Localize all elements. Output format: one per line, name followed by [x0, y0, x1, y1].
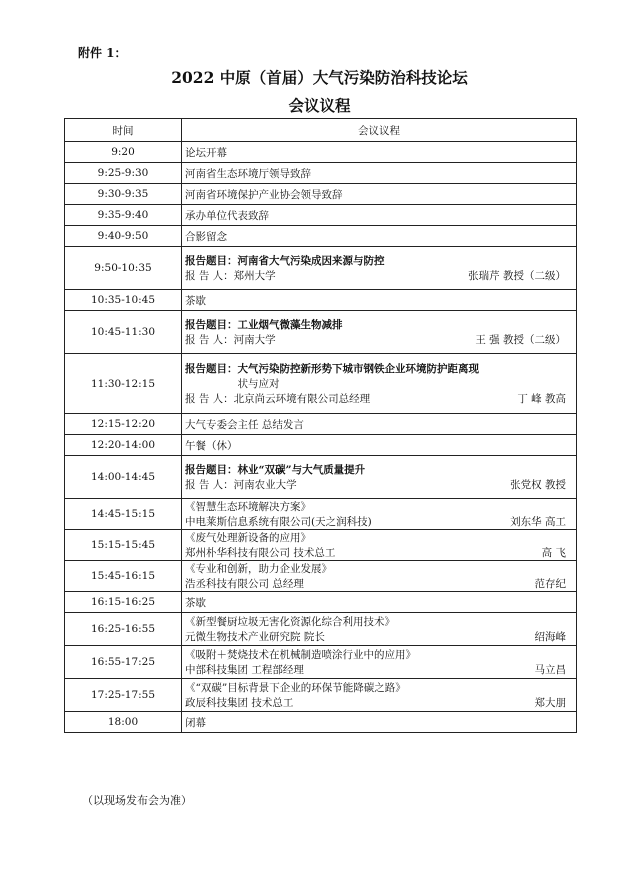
table-row [65, 435, 577, 456]
speaker-name: 王 强 教授（二级） [475, 334, 566, 346]
speaker-name [566, 229, 572, 244]
agenda-cell [182, 247, 577, 290]
agenda-line [185, 662, 572, 677]
agenda-line-text: 政辰科技集团 技术总工 [185, 697, 294, 709]
table-row [65, 247, 577, 290]
table-row [65, 290, 577, 311]
agenda-line [185, 629, 572, 644]
table-row [65, 142, 577, 163]
speaker-name: 张瑞芹 教授（二级） [468, 270, 566, 282]
table-row [65, 456, 577, 499]
agenda-line [185, 695, 572, 710]
agenda-cell [182, 163, 577, 184]
time-cell: 14:45-15:15 [65, 499, 182, 530]
speaker-name [566, 145, 572, 160]
speaker-name: 高 飞 [541, 547, 566, 559]
speaker-name [566, 438, 572, 453]
speaker-name [566, 647, 572, 662]
time-cell: 15:45-16:15 [65, 561, 182, 592]
speaker-name [566, 317, 572, 332]
table-header-row [65, 119, 577, 142]
agenda-line-text: 中电莱斯信息系统有限公司(天之润科技) [185, 516, 372, 528]
time-cell: 10:45-11:30 [65, 311, 182, 354]
time-cell: 15:15-15:45 [65, 530, 182, 561]
agenda-cell [182, 592, 577, 613]
agenda-line [185, 576, 572, 591]
agenda-cell [182, 456, 577, 499]
speaker-name [566, 499, 572, 514]
agenda-line [185, 391, 572, 406]
agenda-line-text: 茶歇 [185, 596, 206, 609]
agenda-line [185, 229, 572, 244]
agenda-line-text: 大气专委会主任 总结发言 [185, 418, 304, 431]
time-cell: 9:25-9:30 [65, 163, 182, 184]
agenda-cell [182, 226, 577, 247]
speaker-name [566, 361, 572, 376]
agenda-line-text: 郑州朴华科技有限公司 技术总工 [185, 547, 336, 559]
speaker-name [566, 187, 572, 202]
agenda-line [185, 268, 572, 283]
agenda-line-text: 论坛开幕 [185, 146, 227, 159]
time-cell: 17:25-17:55 [65, 679, 182, 712]
time-cell: 18:00 [65, 712, 182, 733]
table-row [65, 163, 577, 184]
header-agenda: 会议议程 [182, 119, 577, 142]
agenda-line-text: 合影留念 [185, 230, 227, 243]
table-row [65, 613, 577, 646]
agenda-cell [182, 290, 577, 311]
agenda-line [185, 317, 572, 332]
agenda-line-text: 《“双碳”目标背景下企业的环保节能降碳之路》 [185, 682, 406, 694]
agenda-line [185, 253, 572, 268]
agenda-cell [182, 414, 577, 435]
speaker-name [566, 462, 572, 477]
agenda-line-text: 浩丞科技有限公司 总经理 [185, 578, 304, 590]
agenda-line [185, 595, 572, 610]
speaker-name [566, 680, 572, 695]
speaker-name [566, 715, 572, 730]
agenda-line-text: 《智慧生态环境解决方案》 [185, 501, 311, 513]
table-row [65, 184, 577, 205]
agenda-line-text: 状与应对 [185, 378, 280, 390]
time-cell: 11:30-12:15 [65, 354, 182, 414]
agenda-line-text: 河南省生态环境厅领导致辞 [185, 167, 311, 180]
agenda-line [185, 293, 572, 308]
time-cell: 9:50-10:35 [65, 247, 182, 290]
agenda-line [185, 715, 572, 730]
table-row [65, 592, 577, 613]
agenda-cell [182, 205, 577, 226]
table-row [65, 354, 577, 414]
agenda-line-text: 午餐（休） [185, 439, 238, 452]
agenda-cell [182, 679, 577, 712]
speaker-name: 郑大朋 [534, 697, 566, 709]
agenda-line [185, 561, 572, 576]
time-cell: 12:15-12:20 [65, 414, 182, 435]
speaker-name [566, 417, 572, 432]
agenda-line [185, 438, 572, 453]
table-row [65, 712, 577, 733]
agenda-cell [182, 613, 577, 646]
agenda-cell [182, 184, 577, 205]
agenda-line [185, 361, 572, 376]
document-subtitle: 会议议程 [288, 96, 351, 115]
speaker-name: 绍海峰 [534, 631, 566, 643]
agenda-cell [182, 354, 577, 414]
agenda-line [185, 462, 572, 477]
table-row [65, 414, 577, 435]
time-cell: 9:40-9:50 [65, 226, 182, 247]
agenda-line-text: 报告题目：林业“双碳”与大气质量提升 [185, 464, 366, 476]
agenda-line-text: 报 告 人：河南大学 [185, 334, 276, 346]
footer-note: （以现场发布会为准） [82, 794, 192, 807]
agenda-line-text: 报告题目：大气污染防控新形势下城市钢铁企业环境防护距离现 [185, 363, 479, 375]
agenda-line [185, 477, 572, 492]
speaker-name: 丁 峰 教高 [517, 393, 566, 405]
time-cell: 16:15-16:25 [65, 592, 182, 613]
speaker-name: 范存纪 [534, 578, 566, 590]
agenda-line-text: 闭幕 [185, 716, 206, 729]
agenda-line-text: 河南省环境保护产业协会领导致辞 [185, 188, 343, 201]
agenda-line [185, 417, 572, 432]
speaker-name [566, 376, 572, 391]
agenda-line-text: 报告题目：工业烟气微藻生物减排 [185, 319, 343, 331]
speaker-name [566, 530, 572, 545]
speaker-name [566, 561, 572, 576]
agenda-line-text: 报 告 人：北京尚云环境有限公司总经理 [185, 393, 371, 405]
time-cell: 16:55-17:25 [65, 646, 182, 679]
agenda-cell [182, 311, 577, 354]
agenda-table [64, 118, 577, 733]
table-row [65, 226, 577, 247]
agenda-cell [182, 530, 577, 561]
table-row [65, 311, 577, 354]
agenda-line [185, 499, 572, 514]
speaker-name [566, 293, 572, 308]
agenda-line [185, 145, 572, 160]
agenda-line [185, 514, 572, 529]
speaker-name: 马立昌 [534, 664, 566, 676]
time-cell: 10:35-10:45 [65, 290, 182, 311]
speaker-name [566, 208, 572, 223]
agenda-line [185, 208, 572, 223]
agenda-line-text: 承办单位代表致辞 [185, 209, 269, 222]
agenda-line-text: 元微生物技术产业研究院 院长 [185, 631, 325, 643]
agenda-cell [182, 646, 577, 679]
agenda-line [185, 187, 572, 202]
agenda-line-text: 《吸附＋焚烧技术在机械制造喷涂行业中的应用》 [185, 649, 416, 661]
speaker-name: 刘东华 高工 [510, 516, 566, 528]
speaker-name [566, 614, 572, 629]
agenda-line [185, 545, 572, 560]
table-row [65, 646, 577, 679]
agenda-line [185, 166, 572, 181]
table-row [65, 679, 577, 712]
speaker-name [566, 595, 572, 610]
speaker-name [566, 166, 572, 181]
time-cell: 16:25-16:55 [65, 613, 182, 646]
agenda-line-text: 茶歇 [185, 294, 206, 307]
agenda-line [185, 332, 572, 347]
speaker-name [566, 253, 572, 268]
agenda-line-text: 中部科技集团 工程部经理 [185, 664, 304, 676]
time-cell: 12:20-14:00 [65, 435, 182, 456]
agenda-cell [182, 712, 577, 733]
speaker-name: 张党权 教授 [510, 479, 566, 491]
agenda-line [185, 614, 572, 629]
attachment-label: 附件 1： [78, 46, 127, 60]
agenda-line-text: 《废气处理新设备的应用》 [185, 532, 311, 544]
time-cell: 9:20 [65, 142, 182, 163]
table-row [65, 530, 577, 561]
time-cell: 14:00-14:45 [65, 456, 182, 499]
agenda-line [185, 680, 572, 695]
header-time: 时间 [65, 119, 182, 142]
document-title: 2022 中原（首届）大气污染防治科技论坛 [171, 68, 468, 87]
table-row [65, 561, 577, 592]
time-cell: 9:35-9:40 [65, 205, 182, 226]
agenda-line [185, 530, 572, 545]
agenda-line-text: 《新型餐厨垃圾无害化资源化综合利用技术》 [185, 616, 395, 628]
agenda-cell [182, 561, 577, 592]
agenda-line-text: 《专业和创新，助力企业发展》 [185, 563, 332, 575]
agenda-cell [182, 499, 577, 530]
agenda-line [185, 647, 572, 662]
agenda-line-text: 报 告 人：河南农业大学 [185, 479, 297, 491]
agenda-cell [182, 142, 577, 163]
agenda-line-text: 报告题目：河南省大气污染成因来源与防控 [185, 255, 385, 267]
table-row [65, 205, 577, 226]
agenda-line [185, 376, 572, 391]
time-cell: 9:30-9:35 [65, 184, 182, 205]
agenda-line-text: 报 告 人：郑州大学 [185, 270, 276, 282]
table-row [65, 499, 577, 530]
agenda-cell [182, 435, 577, 456]
